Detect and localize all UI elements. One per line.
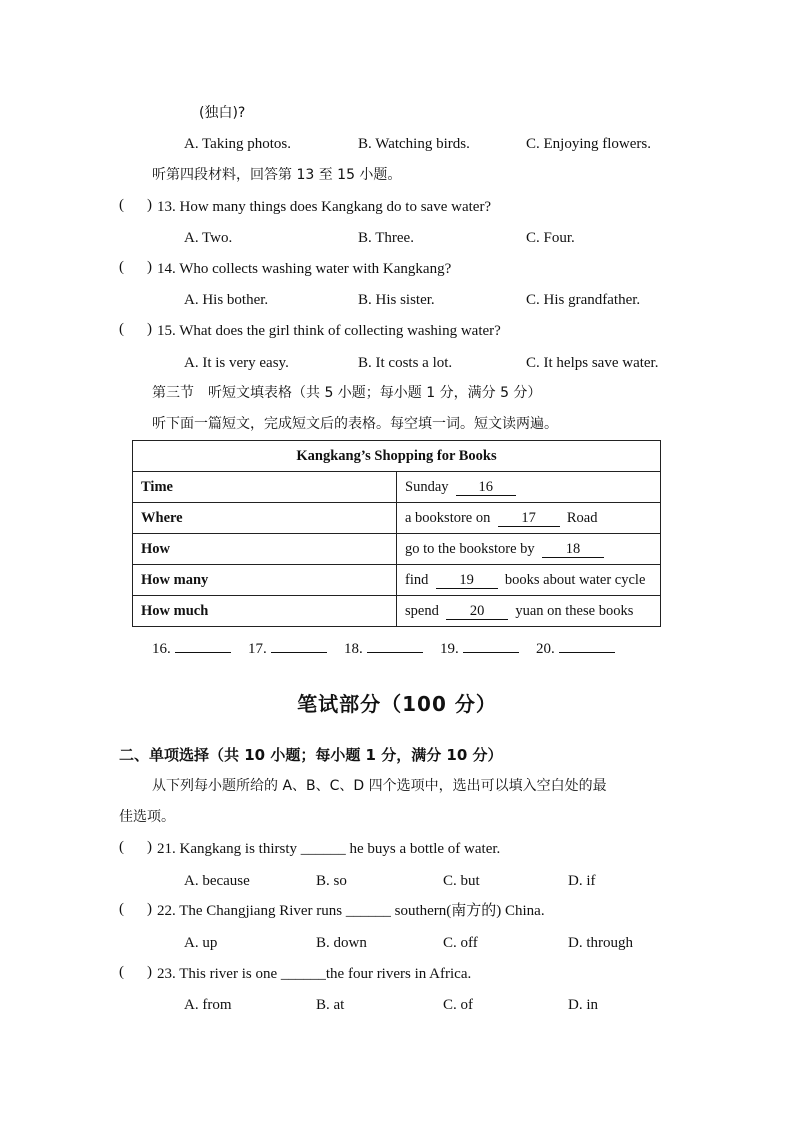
blank-number: 16.: [152, 641, 171, 657]
q23-option-a[interactable]: A. from: [184, 997, 232, 1013]
q14-option-b[interactable]: B. His sister.: [358, 292, 435, 308]
q22-option-b[interactable]: B. down: [316, 935, 367, 951]
row-value: [397, 503, 661, 534]
row-text: spend: [405, 602, 439, 619]
row-text: find: [405, 571, 429, 588]
answer-blank-16[interactable]: [152, 638, 231, 658]
section2-instruction-cont: 佳选项。: [119, 809, 175, 825]
blank-number: 18.: [344, 641, 363, 657]
answer-bracket-close: ): [147, 321, 152, 337]
row-value: [397, 472, 661, 503]
section2-heading: 二、单项选择（共 10 小题；每小题 1 分，满分 10 分）: [119, 746, 503, 764]
q13-option-c[interactable]: C. Four.: [526, 230, 575, 246]
section3-heading: 第三节 听短文填表格（共 5 小题；每小题 1 分，满分 5 分）: [152, 385, 542, 401]
section2-instruction: 从下列每小题所给的 A、B、C、D 四个选项中，选出可以填入空白处的最: [152, 778, 607, 794]
q15-option-a[interactable]: A. It is very easy.: [184, 355, 289, 371]
q23-option-b[interactable]: B. at: [316, 997, 345, 1013]
q15-option-b[interactable]: B. It costs a lot.: [358, 355, 453, 371]
answer-blank-20[interactable]: [536, 638, 615, 658]
row-text: yuan on these books: [515, 602, 634, 619]
question-13: 13. How many things does Kangkang do to save water?: [157, 199, 492, 215]
row-label: How much: [133, 596, 397, 627]
blank-20[interactable]: 20: [446, 603, 508, 620]
q21-option-b[interactable]: B. so: [316, 873, 347, 889]
q22-option-c[interactable]: C. off: [443, 935, 478, 951]
q23-option-d[interactable]: D. in: [568, 997, 598, 1013]
row-label: Time: [133, 472, 397, 503]
q12-option-c[interactable]: C. Enjoying flowers.: [526, 136, 651, 152]
table-row: [133, 596, 661, 627]
section3-instruction: 听下面一篇短文，完成短文后的表格。每空填一词。短文读两遍。: [152, 416, 558, 432]
question-21: 21. Kangkang is thirsty ______ he buys a bottle of water.: [157, 841, 501, 857]
table-title: Kangkang’s Shopping for Books: [133, 441, 661, 472]
row-text: books about water cycle: [504, 571, 646, 588]
answer-bracket-close: ): [147, 964, 152, 980]
table-row: [133, 503, 661, 534]
table-row: [133, 472, 661, 503]
blank-number: 20.: [536, 641, 555, 657]
answer-blank-18[interactable]: [344, 638, 423, 658]
blank-18[interactable]: 18: [542, 541, 604, 558]
table-row: [133, 534, 661, 565]
written-part-title: 笔试部分（100 分）: [297, 692, 497, 716]
answer-bracket-open: (: [119, 321, 124, 337]
blank-16[interactable]: 16: [456, 479, 516, 496]
answer-blank-17[interactable]: [248, 638, 327, 658]
answer-bracket-open: (: [119, 839, 124, 855]
row-text: Sunday: [405, 478, 449, 495]
blank-number: 17.: [248, 641, 267, 657]
q21-option-c[interactable]: C. but: [443, 873, 480, 889]
q23-option-c[interactable]: C. of: [443, 997, 473, 1013]
q21-option-a[interactable]: A. because: [184, 873, 250, 889]
row-text: go to the bookstore by: [405, 540, 535, 557]
answer-bracket-close: ): [147, 197, 152, 213]
shopping-table: [132, 440, 661, 627]
answer-bracket-open: (: [119, 259, 124, 275]
row-label: Where: [133, 503, 397, 534]
answer-blank-19[interactable]: [440, 638, 519, 658]
answer-bracket-open: (: [119, 197, 124, 213]
question-22: 22. The Changjiang River runs ______ southern(南方的) China.: [157, 903, 545, 919]
row-label: How: [133, 534, 397, 565]
answer-bracket-open: (: [119, 901, 124, 917]
q12-option-a[interactable]: A. Taking photos.: [184, 136, 292, 152]
q13-option-b[interactable]: B. Three.: [358, 230, 414, 246]
blank-19[interactable]: 19: [436, 572, 498, 589]
q15-option-c[interactable]: C. It helps save water.: [526, 355, 659, 371]
q22-option-a[interactable]: A. up: [184, 935, 218, 951]
question-15: 15. What does the girl think of collecting washing water?: [157, 323, 501, 339]
question-14: 14. Who collects washing water with Kangkang?: [157, 261, 452, 277]
q14-option-a[interactable]: A. His bother.: [184, 292, 269, 308]
row-text: Road: [566, 509, 598, 526]
part4-instruction: 听第四段材料，回答第 13 至 15 小题。: [152, 167, 402, 183]
q22-option-d[interactable]: D. through: [568, 935, 633, 951]
answer-bracket-close: ): [147, 839, 152, 855]
answer-bracket-close: ): [147, 259, 152, 275]
question-23: 23. This river is one ______the four rivers in Africa.: [157, 966, 472, 982]
q12-option-b[interactable]: B. Watching birds.: [358, 136, 470, 152]
answer-bracket-open: (: [119, 964, 124, 980]
row-value: [397, 565, 661, 596]
question-12-tail: (独白)?: [199, 105, 246, 121]
blank-number: 19.: [440, 641, 459, 657]
answer-bracket-close: ): [147, 901, 152, 917]
q14-option-c[interactable]: C. His grandfather.: [526, 292, 641, 308]
row-value: [397, 534, 661, 565]
row-value: [397, 596, 661, 627]
row-label: How many: [133, 565, 397, 596]
row-text: a bookstore on: [405, 509, 491, 526]
q21-option-d[interactable]: D. if: [568, 873, 596, 889]
blank-17[interactable]: 17: [498, 510, 560, 527]
q13-option-a[interactable]: A. Two.: [184, 230, 233, 246]
table-row: [133, 565, 661, 596]
